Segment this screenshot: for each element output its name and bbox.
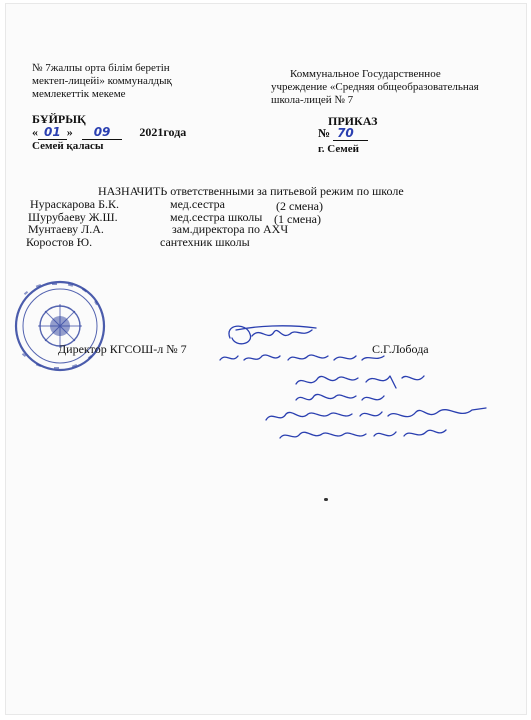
staff-shift: (1 смена) <box>274 212 321 226</box>
header-right-line1: Коммунальное Государственное <box>290 68 441 80</box>
order-number <box>318 127 368 140</box>
staff-role: зам.директора по АХЧ <box>172 222 289 236</box>
staff-role: сантехник школы <box>160 235 250 249</box>
date-month: 09 <box>82 125 123 140</box>
appoint-line: НАЗНАЧИТЬ ответственными за питьевой режим по школе <box>98 184 404 198</box>
date-day: 01 <box>38 125 67 140</box>
city-kz: Семей қаласы <box>32 140 104 152</box>
handwritten-signatures <box>216 316 496 446</box>
header-left-line3: мемлекеттік мекеме <box>32 88 126 100</box>
round-seal-stamp <box>14 280 106 372</box>
staff-role: мед.сестра <box>170 197 226 211</box>
header-right-line2: учреждение «Средняя общеобразовательная <box>271 81 479 93</box>
director-title: Директор КГСОШ-л № 7 <box>58 342 187 356</box>
staff-name: Шурубаеву Ж.Ш. <box>28 210 118 224</box>
header-left-line2: мектеп-лицейі» коммуналдық <box>32 75 172 87</box>
city-ru: г. Семей <box>318 143 359 155</box>
staff-shift: (2 смена) <box>276 199 323 213</box>
order-date <box>32 126 186 139</box>
order-title-kz: БҰЙРЫҚ <box>32 112 86 126</box>
date-open-quote: « <box>32 125 38 139</box>
document-page <box>6 4 526 714</box>
staff-name: Коростов Ю. <box>26 235 93 249</box>
number-value: 70 <box>333 126 368 141</box>
header-right-line3: школа-лицей № 7 <box>271 94 354 106</box>
staff-name: Мунтаеву Л.А. <box>28 222 104 236</box>
header-left-line1: № 7жалпы орта білім беретін <box>32 62 170 74</box>
date-close-quote: » <box>66 125 73 139</box>
date-year: 2021года <box>139 125 187 139</box>
number-label: № <box>318 126 331 140</box>
order-title-ru: ПРИКАЗ <box>328 114 378 128</box>
director-name: С.Г.Лобода <box>372 342 429 356</box>
staff-role: мед.сестра школы <box>170 210 263 224</box>
ink-speck <box>324 498 328 501</box>
familiarized-note <box>218 354 351 365</box>
staff-name: Нураскарова Б.К. <box>30 197 120 211</box>
